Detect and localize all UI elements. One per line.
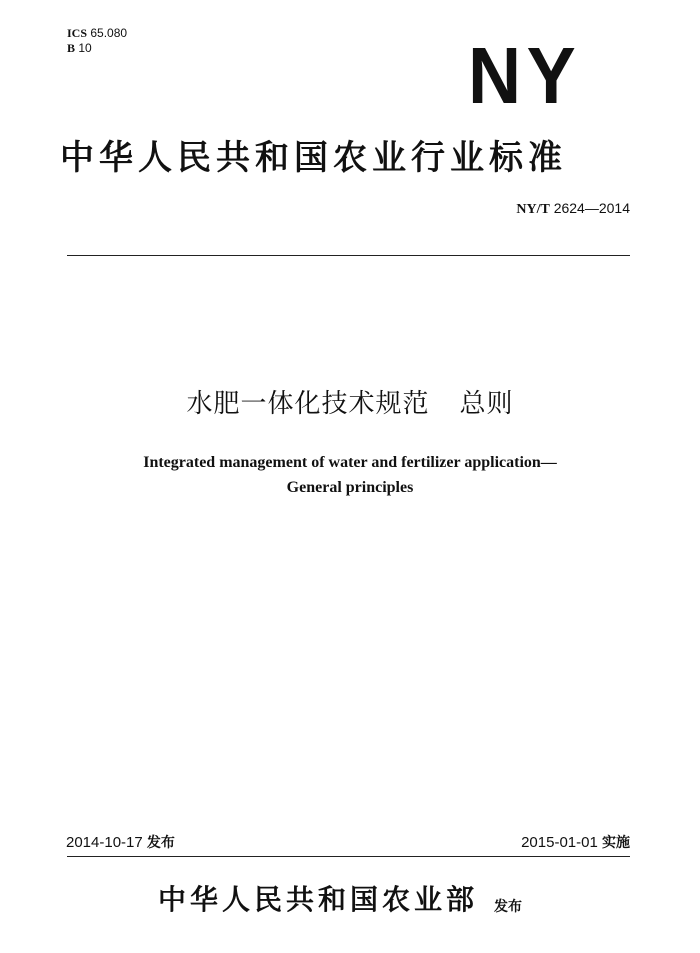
organization-title: 中华人民共和国农业行业标准	[60, 138, 567, 178]
ny-logo: NY	[468, 31, 582, 120]
issue-date	[66, 832, 175, 852]
ccs-code	[67, 41, 127, 56]
bottom-divider	[67, 856, 630, 857]
implementation-date-value: 2015-01-01	[521, 834, 598, 851]
ics-label: ICS	[67, 26, 88, 40]
classification-block	[67, 26, 127, 56]
english-title-line2: General principles	[286, 479, 414, 496]
english-title-line1: Integrated management of water and fertilizer application—	[143, 454, 557, 471]
implementation-date	[521, 832, 630, 852]
issuing-authority: 中华人民共和国农业部	[158, 883, 479, 916]
ics-code	[67, 26, 127, 41]
english-title	[0, 450, 700, 500]
chinese-title-sub: 总则	[459, 389, 514, 419]
top-divider	[67, 255, 630, 256]
issue-date-value: 2014-10-17	[66, 834, 143, 851]
chinese-title-main: 水肥一体化技术规范	[186, 389, 430, 419]
standard-number-prefix: NY/T	[516, 202, 550, 217]
standard-number	[516, 200, 630, 218]
ccs-value: 10	[78, 41, 92, 55]
ics-value: 65.080	[90, 26, 128, 40]
standard-number-value: 2624—2014	[553, 200, 630, 216]
chinese-title	[0, 386, 700, 422]
ccs-label: B	[67, 41, 76, 55]
issue-date-label: 发布	[146, 835, 175, 851]
issuing-authority-suffix: 发布	[494, 899, 522, 915]
implementation-date-label: 实施	[602, 835, 630, 851]
